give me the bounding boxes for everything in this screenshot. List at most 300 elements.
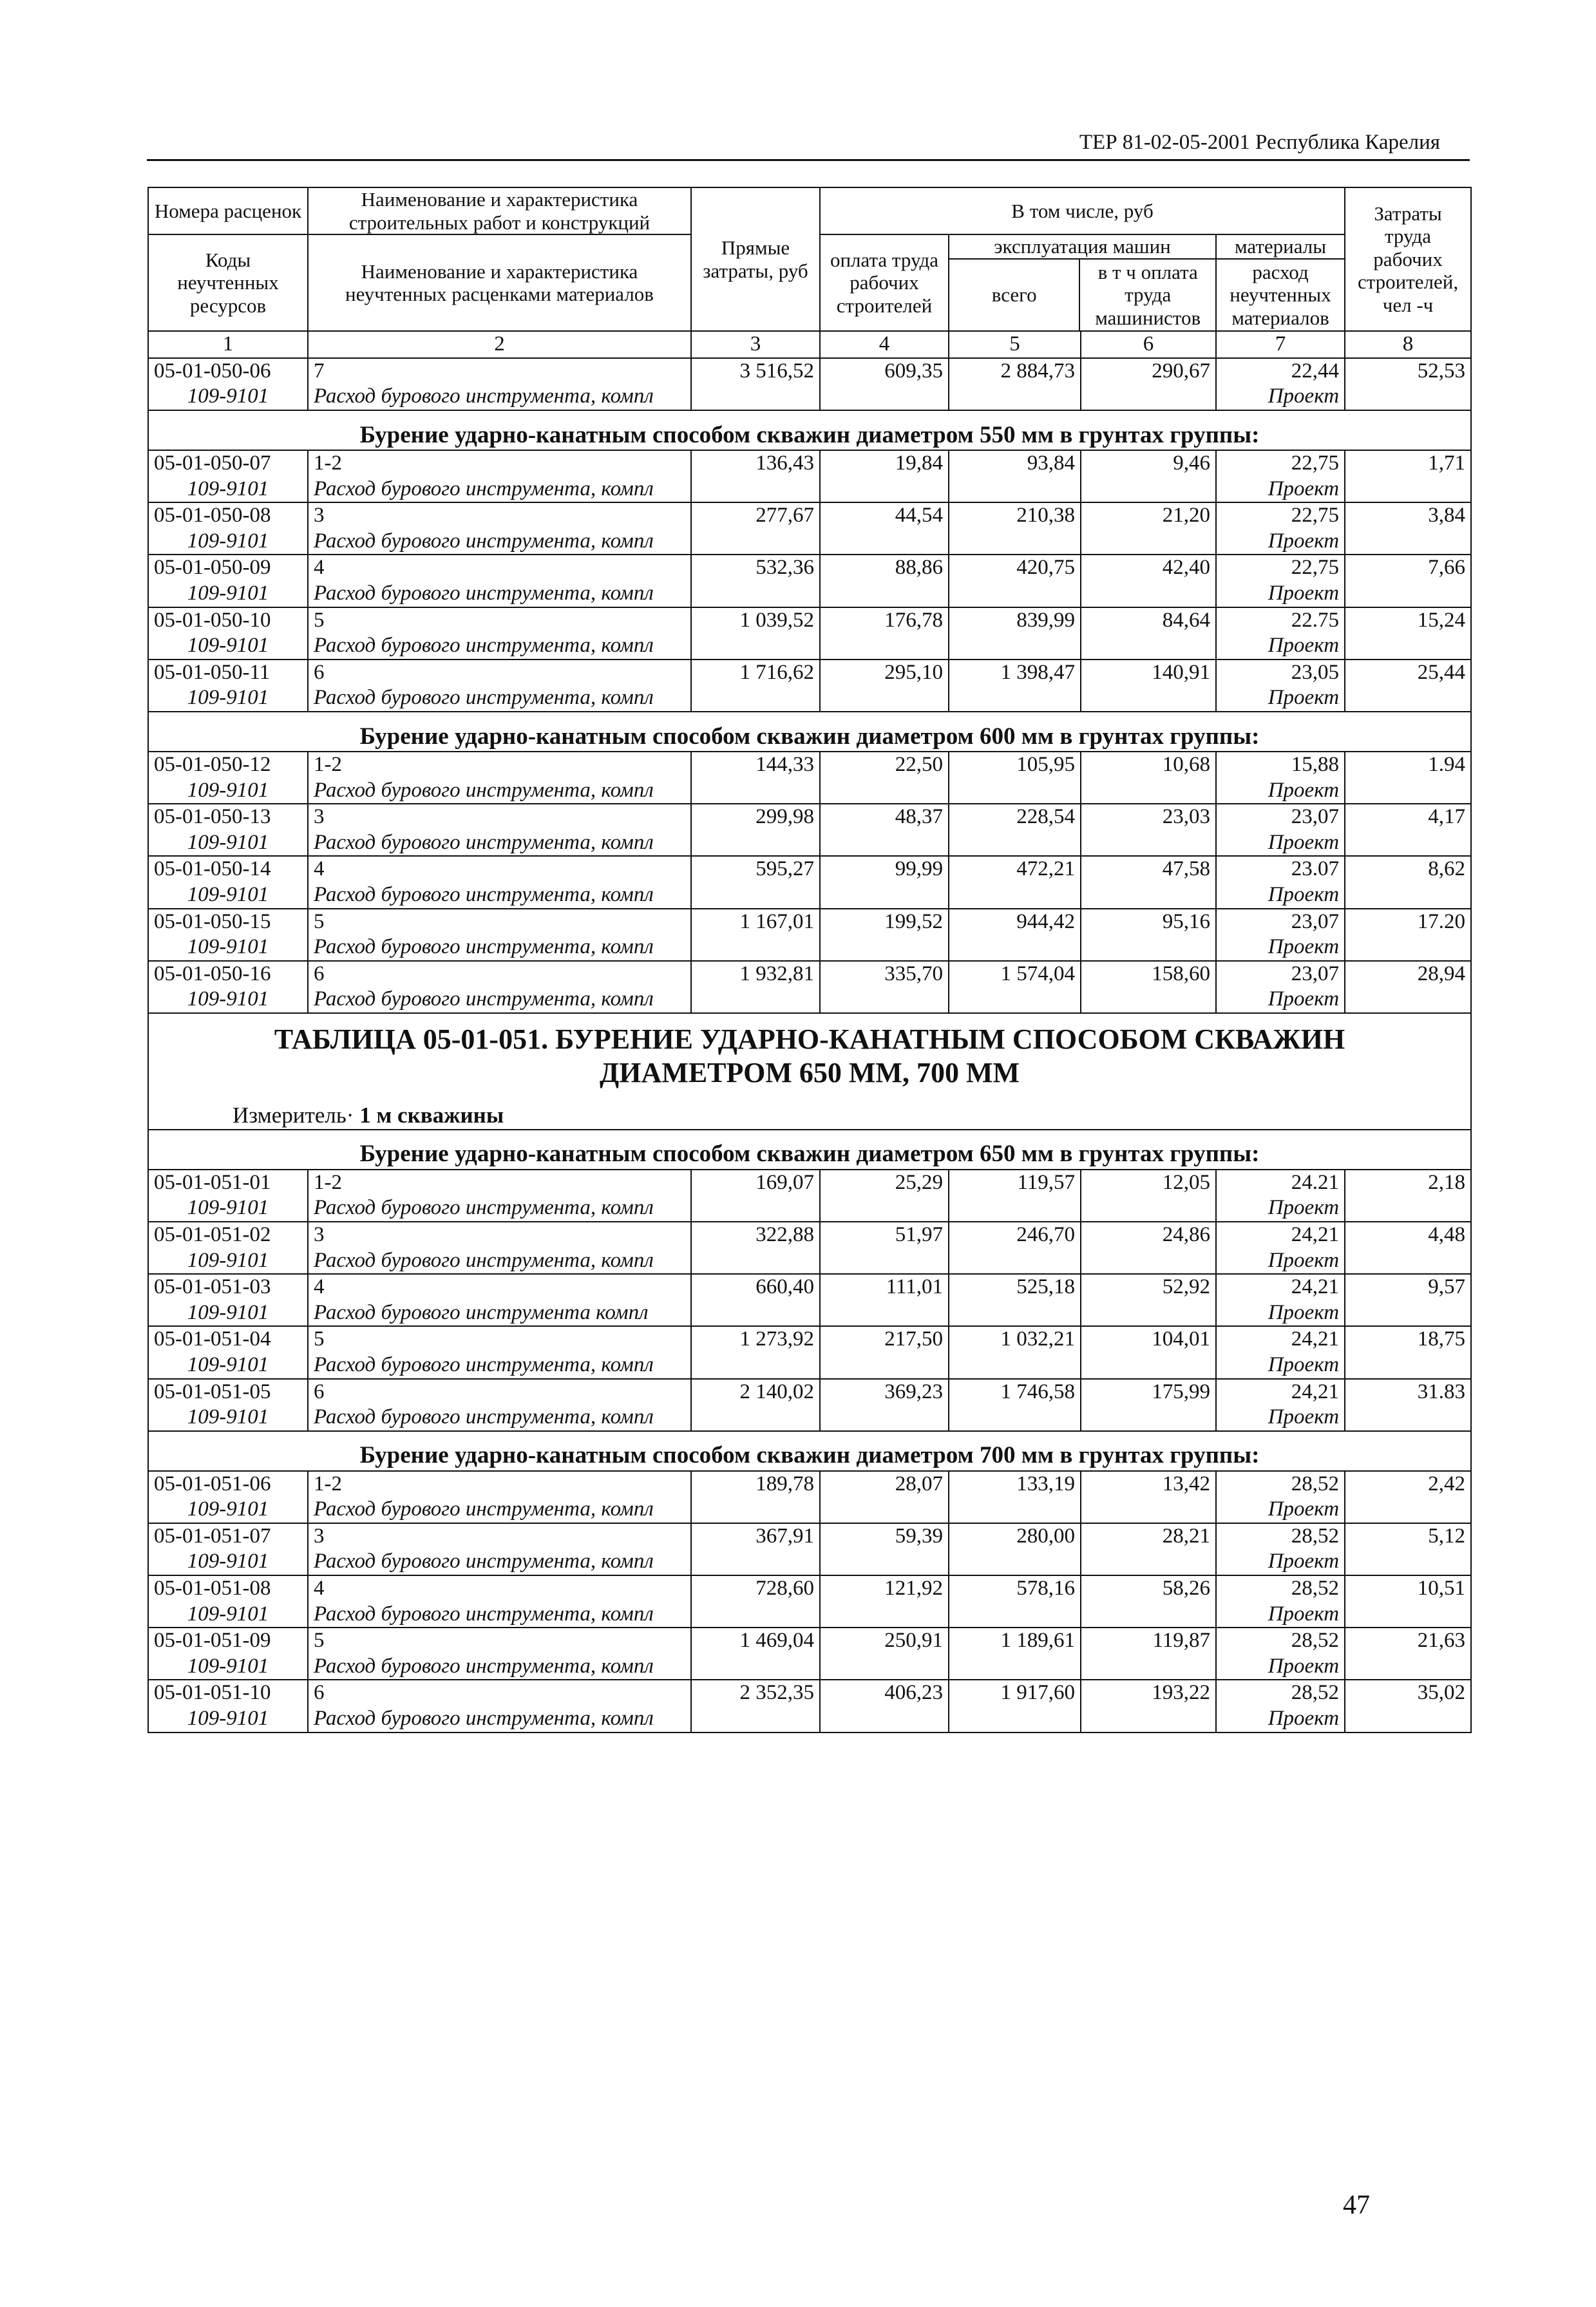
resource-value: Проект — [1216, 987, 1345, 1013]
empty-cell — [1345, 1654, 1471, 1680]
direct-cost: 1 469,04 — [691, 1628, 820, 1654]
col-work-name-header: Наименование и характеристика строительных работ и конструкций — [308, 187, 691, 234]
resource-code: 109-9101 — [148, 1405, 308, 1431]
labor-pay: 44,54 — [820, 502, 949, 529]
machinist-pay: 52,92 — [1081, 1274, 1216, 1300]
rate-code: 05-01-050-13 — [148, 804, 308, 830]
resource-code: 109-9101 — [148, 778, 308, 804]
machines-total: 105,95 — [949, 752, 1081, 778]
rate-name: 6 — [308, 1379, 691, 1405]
empty-cell — [949, 1300, 1081, 1327]
resource-row — [148, 1602, 1471, 1628]
empty-cell — [691, 1549, 820, 1575]
labor-hours: 17.20 — [1345, 909, 1471, 935]
empty-cell — [691, 882, 820, 909]
resource-value: Проект — [1216, 1497, 1345, 1523]
direct-cost: 595,27 — [691, 856, 820, 882]
materials-value: 28,52 — [1216, 1680, 1345, 1706]
empty-cell — [1081, 529, 1216, 555]
labor-pay: 295,10 — [820, 660, 949, 686]
machinist-pay: 193,22 — [1081, 1680, 1216, 1706]
machines-total: 525,18 — [949, 1274, 1081, 1300]
empty-cell — [691, 1405, 820, 1431]
rate-name: 6 — [308, 660, 691, 686]
direct-cost: 1 932,81 — [691, 961, 820, 987]
empty-cell — [1081, 1248, 1216, 1275]
direct-cost: 1 039,52 — [691, 607, 820, 634]
resource-name: Расход бурового инструмента, компл — [308, 1405, 691, 1431]
table-title-line2: ДИАМЕТРОМ 650 ММ, 700 ММ — [600, 1056, 1020, 1088]
resource-code: 109-9101 — [148, 1497, 308, 1523]
resource-code: 109-9101 — [148, 1602, 308, 1628]
rate-code: 05-01-050-16 — [148, 961, 308, 987]
empty-cell — [1345, 477, 1471, 503]
column-numbers-row — [148, 331, 1471, 358]
labor-pay: 406,23 — [820, 1680, 949, 1706]
empty-cell — [1081, 1405, 1216, 1431]
resource-row — [148, 1195, 1471, 1222]
rates-table — [147, 187, 1472, 1733]
rate-code: 05-01-051-09 — [148, 1628, 308, 1654]
resource-value: Проект — [1216, 529, 1345, 555]
labor-hours: 7,66 — [1345, 555, 1471, 581]
machines-total: 1 189,61 — [949, 1628, 1081, 1654]
empty-cell — [1345, 581, 1471, 607]
rate-code: 05-01-051-05 — [148, 1379, 308, 1405]
resource-value: Проект — [1216, 1300, 1345, 1327]
labor-pay: 28,07 — [820, 1471, 949, 1497]
rate-code: 05-01-051-07 — [148, 1523, 308, 1550]
empty-cell — [949, 581, 1081, 607]
empty-cell — [1345, 1706, 1471, 1733]
machines-total: 1 032,21 — [949, 1326, 1081, 1353]
direct-cost: 136,43 — [691, 450, 820, 477]
empty-cell — [820, 935, 949, 961]
empty-cell — [949, 987, 1081, 1013]
resource-code: 109-9101 — [148, 384, 308, 410]
machines-total: 578,16 — [949, 1575, 1081, 1602]
unaccounted-materials-header: расход неучтенных материалов — [1230, 260, 1331, 330]
empty-cell — [820, 633, 949, 660]
empty-cell — [820, 477, 949, 503]
col-machines-group — [949, 234, 1216, 331]
labor-hours: 1.94 — [1345, 752, 1471, 778]
empty-cell — [949, 1706, 1081, 1733]
machines-total: 133,19 — [949, 1471, 1081, 1497]
rate-name: 4 — [308, 856, 691, 882]
empty-cell — [691, 830, 820, 857]
machinist-pay: 158,60 — [1081, 961, 1216, 987]
col-labor-pay-header: оплата труда рабочих строителей — [820, 234, 949, 331]
machines-total: 1 574,04 — [949, 961, 1081, 987]
empty-cell — [691, 1706, 820, 1733]
resource-row — [148, 581, 1471, 607]
machines-total: 1 398,47 — [949, 660, 1081, 686]
empty-cell — [820, 581, 949, 607]
labor-pay: 250,91 — [820, 1628, 949, 1654]
empty-cell — [1081, 935, 1216, 961]
empty-cell — [820, 1549, 949, 1575]
col-number: 8 — [1345, 331, 1471, 358]
machinist-pay: 23,03 — [1081, 804, 1216, 830]
col-number: 3 — [691, 331, 820, 358]
machines-total: 280,00 — [949, 1523, 1081, 1550]
empty-cell — [1081, 1602, 1216, 1628]
rate-row — [148, 1274, 1471, 1300]
empty-cell — [1345, 633, 1471, 660]
empty-cell — [949, 1602, 1081, 1628]
resource-value: Проект — [1216, 882, 1345, 909]
materials-value: 22,44 — [1216, 358, 1345, 384]
empty-cell — [820, 882, 949, 909]
meter-line — [148, 1090, 1471, 1130]
rate-name: 1-2 — [308, 1471, 691, 1497]
rate-code: 05-01-051-10 — [148, 1680, 308, 1706]
rate-name: 1-2 — [308, 752, 691, 778]
direct-cost: 3 516,52 — [691, 358, 820, 384]
resource-name: Расход бурового инструмента, компл — [308, 830, 691, 857]
empty-cell — [949, 1497, 1081, 1523]
empty-cell — [820, 1248, 949, 1275]
machinist-pay: 84,64 — [1081, 607, 1216, 634]
machines-subheader — [949, 235, 1215, 330]
materials-value: 24,21 — [1216, 1274, 1345, 1300]
rate-row — [148, 502, 1471, 529]
labor-hours: 2,42 — [1345, 1471, 1471, 1497]
table-title-row — [148, 1013, 1471, 1090]
labor-hours: 2,18 — [1345, 1170, 1471, 1196]
empty-cell — [1345, 935, 1471, 961]
labor-pay: 51,97 — [820, 1222, 949, 1248]
empty-cell — [691, 987, 820, 1013]
rate-code: 05-01-051-01 — [148, 1170, 308, 1196]
empty-cell — [1345, 882, 1471, 909]
machinist-pay: 104,01 — [1081, 1326, 1216, 1353]
empty-cell — [691, 1602, 820, 1628]
materials-value: 23,05 — [1216, 660, 1345, 686]
resource-name: Расход бурового инструмента, компл — [308, 1497, 691, 1523]
col-materials-group — [1216, 234, 1345, 331]
resource-row — [148, 1353, 1471, 1379]
resource-name: Расход бурового инструмента, компл — [308, 1353, 691, 1379]
resource-row — [148, 529, 1471, 555]
machinist-pay: 21,20 — [1081, 502, 1216, 529]
materials-value: 22,75 — [1216, 502, 1345, 529]
page-number: 47 — [1343, 2190, 1370, 2220]
direct-cost: 728,60 — [691, 1575, 820, 1602]
resource-value: Проект — [1216, 1248, 1345, 1275]
meter-value: 1 м скважины — [359, 1102, 504, 1128]
machinist-pay: 175,99 — [1081, 1379, 1216, 1405]
resource-row — [148, 1497, 1471, 1523]
document-title: ТЕР 81-02-05-2001 Республика Карелия — [1079, 131, 1440, 154]
col-number: 6 — [1081, 331, 1216, 358]
resource-value: Проект — [1216, 633, 1345, 660]
machinist-pay: 58,26 — [1081, 1575, 1216, 1602]
empty-cell — [949, 1405, 1081, 1431]
empty-cell — [1081, 1497, 1216, 1523]
empty-cell — [1345, 987, 1471, 1013]
resource-value: Проект — [1216, 1353, 1345, 1379]
machines-total: 2 884,73 — [949, 358, 1081, 384]
rate-name: 5 — [308, 1628, 691, 1654]
rate-code: 05-01-050-08 — [148, 502, 308, 529]
machinist-pay: 13,42 — [1081, 1471, 1216, 1497]
resource-row — [148, 384, 1471, 410]
direct-cost: 277,67 — [691, 502, 820, 529]
machinist-pay-header: в т ч оплата труда машинистов — [1095, 260, 1201, 330]
resource-value: Проект — [1216, 830, 1345, 857]
direct-cost: 532,36 — [691, 555, 820, 581]
resource-value: Проект — [1216, 685, 1345, 712]
materials-value: 24.21 — [1216, 1170, 1345, 1196]
resource-code: 109-9101 — [148, 477, 308, 503]
machinist-pay: 42,40 — [1081, 555, 1216, 581]
machinist-pay: 10,68 — [1081, 752, 1216, 778]
machinist-pay: 9,46 — [1081, 450, 1216, 477]
labor-hours: 10,51 — [1345, 1575, 1471, 1602]
empty-cell — [1345, 1300, 1471, 1327]
empty-cell — [820, 1602, 949, 1628]
resource-name: Расход бурового инструмента, компл — [308, 1654, 691, 1680]
empty-cell — [691, 1195, 820, 1222]
empty-cell — [949, 1353, 1081, 1379]
rate-row — [148, 961, 1471, 987]
machinist-pay: 290,67 — [1081, 358, 1216, 384]
machines-total: 210,38 — [949, 502, 1081, 529]
resource-row — [148, 987, 1471, 1013]
section-title: Бурение ударно-канатным способом скважин диаметром 550 мм в грунтах группы: — [148, 410, 1471, 450]
rate-code: 05-01-051-04 — [148, 1326, 308, 1353]
machinist-pay: 47,58 — [1081, 856, 1216, 882]
rate-row — [148, 555, 1471, 581]
machines-total: 119,57 — [949, 1170, 1081, 1196]
machines-total: 472,21 — [949, 856, 1081, 882]
direct-cost: 322,88 — [691, 1222, 820, 1248]
labor-hours: 21,63 — [1345, 1628, 1471, 1654]
resource-value: Проект — [1216, 384, 1345, 410]
empty-cell — [949, 1654, 1081, 1680]
empty-cell — [949, 830, 1081, 857]
machines-total: 420,75 — [949, 555, 1081, 581]
resource-name: Расход бурового инструмента, компл — [308, 1549, 691, 1575]
materials-value: 23,07 — [1216, 909, 1345, 935]
empty-cell — [1081, 1195, 1216, 1222]
rate-code: 05-01-050-11 — [148, 660, 308, 686]
materials-subheader — [1217, 235, 1344, 330]
empty-cell — [691, 1300, 820, 1327]
materials-value: 23.07 — [1216, 856, 1345, 882]
empty-cell — [949, 778, 1081, 804]
resource-name: Расход бурового инструмента, компл — [308, 633, 691, 660]
rate-code: 05-01-050-12 — [148, 752, 308, 778]
col-number: 7 — [1216, 331, 1345, 358]
resource-value: Проект — [1216, 1706, 1345, 1733]
rate-row — [148, 1628, 1471, 1654]
empty-cell — [691, 633, 820, 660]
rate-row — [148, 1222, 1471, 1248]
rate-row — [148, 660, 1471, 686]
rate-name: 5 — [308, 1326, 691, 1353]
table-title — [148, 1013, 1471, 1090]
empty-cell — [820, 778, 949, 804]
direct-cost: 2 140,02 — [691, 1379, 820, 1405]
resource-row — [148, 1248, 1471, 1275]
labor-pay: 121,92 — [820, 1575, 949, 1602]
table-body — [148, 187, 1471, 1733]
rate-row — [148, 1575, 1471, 1602]
resource-code: 109-9101 — [148, 882, 308, 909]
col-material-name-header: Наименование и характеристика неучтенных расценками материалов — [308, 234, 691, 331]
empty-cell — [949, 633, 1081, 660]
labor-hours: 31.83 — [1345, 1379, 1471, 1405]
resource-name: Расход бурового инструмента, компл — [308, 987, 691, 1013]
resource-row — [148, 1654, 1471, 1680]
resource-code: 109-9101 — [148, 529, 308, 555]
direct-cost: 1 716,62 — [691, 660, 820, 686]
empty-cell — [1345, 1602, 1471, 1628]
empty-cell — [691, 477, 820, 503]
rate-row — [148, 1170, 1471, 1196]
materials-header: материалы — [1217, 235, 1344, 259]
direct-cost: 367,91 — [691, 1523, 820, 1550]
empty-cell — [1081, 1300, 1216, 1327]
resource-code: 109-9101 — [148, 1706, 308, 1733]
labor-pay: 111,01 — [820, 1274, 949, 1300]
labor-pay: 25,29 — [820, 1170, 949, 1196]
machines-total: 246,70 — [949, 1222, 1081, 1248]
resource-value: Проект — [1216, 1654, 1345, 1680]
empty-cell — [691, 778, 820, 804]
labor-pay: 176,78 — [820, 607, 949, 634]
rate-code: 05-01-051-03 — [148, 1274, 308, 1300]
rate-code: 05-01-051-06 — [148, 1471, 308, 1497]
empty-cell — [691, 581, 820, 607]
empty-cell — [1345, 778, 1471, 804]
section-row — [148, 1130, 1471, 1170]
labor-pay: 99,99 — [820, 856, 949, 882]
resource-code: 109-9101 — [148, 830, 308, 857]
empty-cell — [691, 685, 820, 712]
empty-cell — [820, 987, 949, 1013]
rate-name: 1-2 — [308, 450, 691, 477]
resource-code: 109-9101 — [148, 1353, 308, 1379]
resource-code: 109-9101 — [148, 581, 308, 607]
materials-value: 23,07 — [1216, 961, 1345, 987]
rate-name: 4 — [308, 555, 691, 581]
resource-value: Проект — [1216, 1549, 1345, 1575]
section-row — [148, 410, 1471, 450]
meter-row — [148, 1090, 1471, 1130]
direct-cost: 144,33 — [691, 752, 820, 778]
empty-cell — [1081, 882, 1216, 909]
section-row — [148, 1431, 1471, 1471]
empty-cell — [820, 1195, 949, 1222]
resource-row — [148, 1405, 1471, 1431]
resource-name: Расход бурового инструмента, компл — [308, 1195, 691, 1222]
materials-value: 22.75 — [1216, 607, 1345, 634]
empty-cell — [949, 882, 1081, 909]
machines-header: эксплуатация машин — [949, 235, 1215, 259]
labor-hours: 4,48 — [1345, 1222, 1471, 1248]
machines-total: 228,54 — [949, 804, 1081, 830]
labor-hours: 5,12 — [1345, 1523, 1471, 1550]
labor-pay: 199,52 — [820, 909, 949, 935]
resource-row — [148, 1549, 1471, 1575]
resource-row — [148, 830, 1471, 857]
empty-cell — [1345, 1549, 1471, 1575]
resource-name: Расход бурового инструмента, компл — [308, 685, 691, 712]
labor-hours: 3,84 — [1345, 502, 1471, 529]
resource-name: Расход бурового инструмента, компл — [308, 384, 691, 410]
resource-code: 109-9101 — [148, 1549, 308, 1575]
resource-name: Расход бурового инструмента, компл — [308, 778, 691, 804]
rate-code: 05-01-051-02 — [148, 1222, 308, 1248]
empty-cell — [691, 935, 820, 961]
machinist-pay: 24,86 — [1081, 1222, 1216, 1248]
machines-total: 839,99 — [949, 607, 1081, 634]
resource-value: Проект — [1216, 477, 1345, 503]
labor-hours: 1,71 — [1345, 450, 1471, 477]
col-including-header: В том числе, руб — [820, 187, 1345, 234]
labor-pay: 369,23 — [820, 1379, 949, 1405]
empty-cell — [1345, 529, 1471, 555]
resource-name: Расход бурового инструмента, компл — [308, 1706, 691, 1733]
rate-name: 3 — [308, 502, 691, 529]
machinist-pay: 140,91 — [1081, 660, 1216, 686]
labor-hours: 18,75 — [1345, 1326, 1471, 1353]
rate-name: 6 — [308, 1680, 691, 1706]
empty-cell — [1345, 1405, 1471, 1431]
empty-cell — [1345, 830, 1471, 857]
resource-name: Расход бурового инструмента компл — [308, 1300, 691, 1327]
rate-name: 3 — [308, 804, 691, 830]
resource-code: 109-9101 — [148, 685, 308, 712]
rate-name: 3 — [308, 1222, 691, 1248]
section-title: Бурение ударно-канатным способом скважин диаметром 700 мм в грунтах группы: — [148, 1431, 1471, 1471]
machines-total: 93,84 — [949, 450, 1081, 477]
empty-cell — [1081, 987, 1216, 1013]
col-resource-code-header: Коды неучтенных ресурсов — [148, 234, 308, 331]
rate-row — [148, 607, 1471, 634]
empty-cell — [1345, 685, 1471, 712]
empty-cell — [820, 1405, 949, 1431]
resource-code: 109-9101 — [148, 1195, 308, 1222]
empty-cell — [820, 1353, 949, 1379]
section-row — [148, 712, 1471, 752]
machines-total: 1 746,58 — [949, 1379, 1081, 1405]
labor-hours: 28,94 — [1345, 961, 1471, 987]
rate-code: 05-01-050-07 — [148, 450, 308, 477]
materials-value: 28,52 — [1216, 1471, 1345, 1497]
resource-value: Проект — [1216, 1195, 1345, 1222]
col-direct-cost-header: Прямые затраты, руб — [691, 187, 820, 331]
col-labor-hours-header: Затраты труда рабочих строителей, чел -ч — [1345, 187, 1471, 331]
resource-row — [148, 882, 1471, 909]
empty-cell — [1081, 1549, 1216, 1575]
resource-code: 109-9101 — [148, 1654, 308, 1680]
empty-cell — [691, 1497, 820, 1523]
resource-name: Расход бурового инструмента, компл — [308, 882, 691, 909]
resource-name: Расход бурового инструмента, компл — [308, 935, 691, 961]
empty-cell — [820, 830, 949, 857]
labor-pay: 88,86 — [820, 555, 949, 581]
labor-pay: 59,39 — [820, 1523, 949, 1550]
labor-pay: 19,84 — [820, 450, 949, 477]
rate-code: 05-01-050-09 — [148, 555, 308, 581]
empty-cell — [691, 1654, 820, 1680]
materials-value: 28,52 — [1216, 1628, 1345, 1654]
